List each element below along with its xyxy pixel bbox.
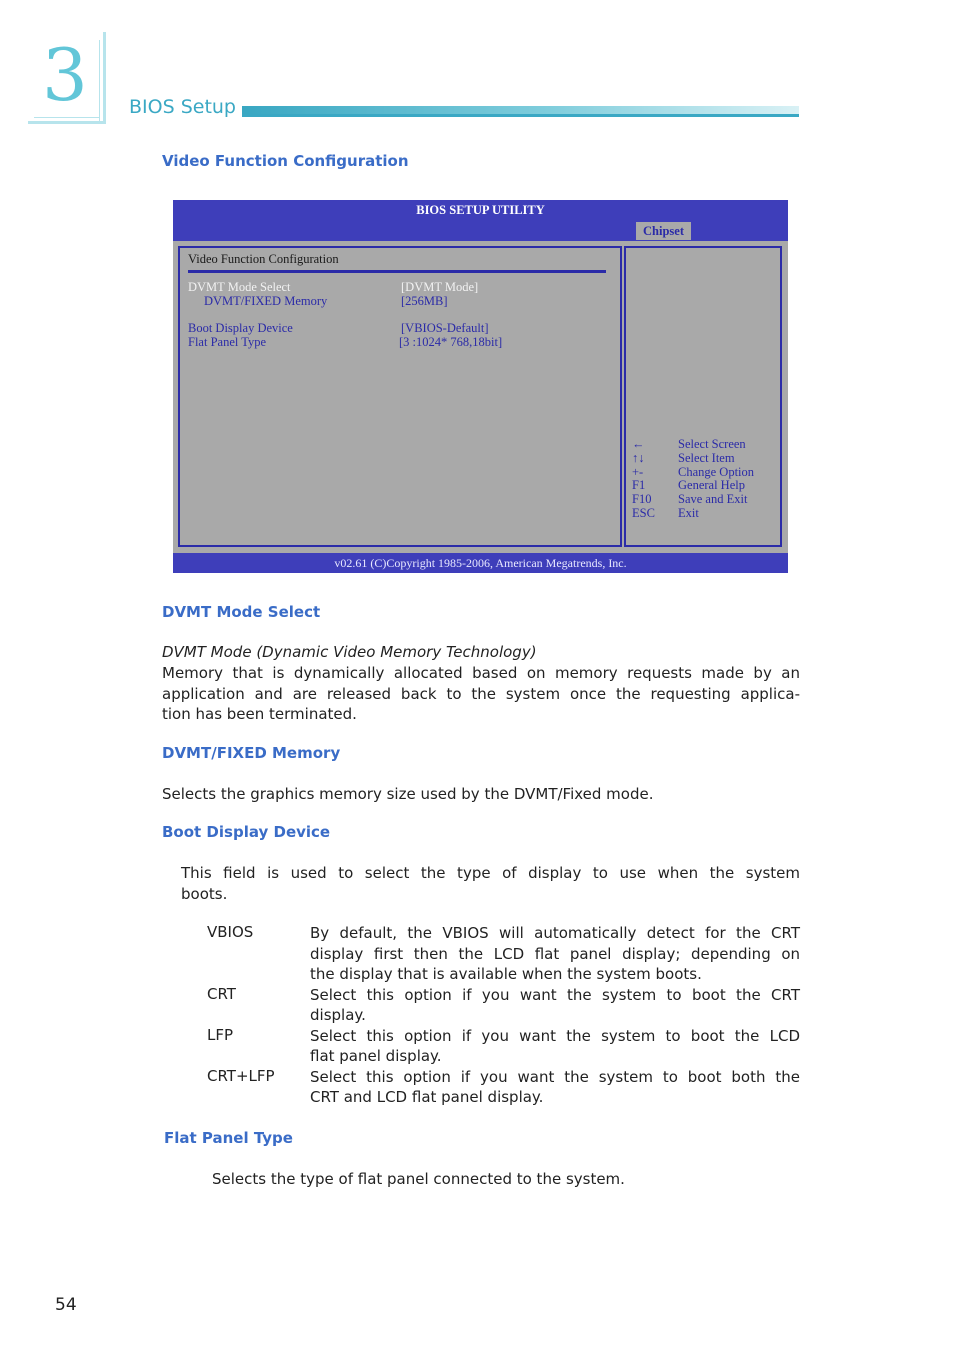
paragraph: Selects the graphics memory size used by the DVMT/Fixed mode.: [162, 785, 654, 803]
bios-row-flat-panel[interactable]: [188, 335, 608, 349]
paragraph-line: Memory that is dynamically allocated based on memory requests made by an: [162, 664, 800, 682]
option-term-vbios: VBIOS: [207, 923, 254, 941]
bios-row-value: [VBIOS-Default]: [401, 321, 489, 335]
help-row: [632, 451, 782, 465]
section-heading-video: Video Function Configuration: [162, 152, 409, 170]
chapter-title: BIOS Setup: [129, 96, 236, 118]
chapter-box-line: [99, 40, 100, 124]
bios-row-dvmt-fixed[interactable]: [188, 294, 608, 308]
help-row: [632, 492, 782, 506]
bios-help-panel: [624, 246, 782, 547]
help-desc: Select Item: [678, 451, 735, 465]
header-bar-line: [242, 114, 799, 117]
paragraph-line: boots.: [181, 885, 228, 903]
page-number: 54: [55, 1295, 77, 1315]
tab-chipset[interactable]: Chipset: [636, 222, 691, 240]
section-heading-dvmt-fixed: DVMT/FIXED Memory: [162, 744, 341, 762]
option-desc-line: Select this option if you want the system to boot the CRT: [310, 986, 800, 1004]
bios-row-label: DVMT/FIXED Memory: [204, 294, 328, 308]
paragraph-line: tion has been terminated.: [162, 705, 357, 723]
bios-footer: v02.61 (C)Copyright 1985-2006, American Megatrends, Inc.: [173, 553, 788, 573]
bios-row-dvmt-mode[interactable]: [188, 280, 608, 294]
bios-row-label: Boot Display Device: [188, 321, 293, 335]
option-term-crt: CRT: [207, 985, 236, 1003]
left-arrow-icon: ←: [632, 437, 645, 451]
chapter-box-line: [34, 117, 100, 118]
dvmt-italic-term: DVMT Mode (Dynamic Video Memory Technology): [162, 643, 537, 661]
option-desc-line: Select this option if you want the system to boot both the: [310, 1068, 800, 1086]
bios-heading-underline: [188, 270, 606, 273]
option-desc-line: display.: [310, 1006, 366, 1024]
help-key: F1: [632, 478, 646, 492]
chapter-box-line: [103, 32, 106, 124]
bios-row-label: DVMT Mode Select: [188, 280, 291, 294]
option-term-lfp: LFP: [207, 1026, 234, 1044]
paragraph-line: application and are released back to the system once the requesting applica-: [162, 685, 800, 703]
bios-title-bar: BIOS SETUP UTILITY: [173, 200, 788, 220]
paragraph-line: This field is used to select the type of display to use when the system: [181, 864, 800, 882]
help-desc: Select Screen: [678, 437, 746, 451]
help-key: ESC: [632, 506, 655, 520]
option-desc-line: display first then the LCD flat panel display; depending on: [310, 945, 800, 963]
help-key: +-: [632, 465, 644, 479]
paragraph: Selects the type of flat panel connected to the system.: [212, 1170, 625, 1188]
help-desc: Exit: [678, 506, 699, 520]
chapter-number: 3: [42, 33, 88, 117]
help-key: F10: [632, 492, 652, 506]
up-down-arrow-icon: ↑↓: [632, 451, 645, 465]
bios-row-boot-display[interactable]: [188, 321, 608, 335]
bios-settings-panel: [178, 246, 622, 547]
help-row: [632, 437, 782, 451]
option-desc-line: Select this option if you want the system to boot the LCD: [310, 1027, 800, 1045]
section-heading-dvmt-select: DVMT Mode Select: [162, 603, 321, 621]
bios-row-value: [DVMT Mode]: [401, 280, 479, 294]
bios-tab-bar: [173, 220, 788, 241]
option-desc-line: CRT and LCD flat panel display.: [310, 1088, 544, 1106]
help-desc: Change Option: [678, 465, 755, 479]
section-heading-boot-display: Boot Display Device: [162, 823, 331, 841]
bios-screen: [173, 200, 788, 573]
bios-panel-heading: Video Function Configuration: [188, 252, 339, 266]
bios-row-label: Flat Panel Type: [188, 335, 267, 349]
bios-row-value: [256MB]: [401, 294, 448, 308]
help-row: [632, 506, 782, 520]
bios-row-value: [3 :1024* 768,18bit]: [399, 335, 503, 349]
help-row: [632, 465, 782, 479]
option-desc-line: the display that is available when the system boots.: [310, 965, 702, 983]
help-desc: Save and Exit: [678, 492, 748, 506]
option-desc-line: By default, the VBIOS will automatically detect for the CRT: [310, 924, 800, 942]
option-desc-line: flat panel display.: [310, 1047, 442, 1065]
help-row: [632, 478, 782, 492]
option-term-crt-lfp: CRT+LFP: [207, 1067, 275, 1085]
chapter-box-line: [28, 121, 106, 124]
section-heading-flat-panel: Flat Panel Type: [164, 1129, 293, 1147]
help-desc: General Help: [678, 478, 745, 492]
